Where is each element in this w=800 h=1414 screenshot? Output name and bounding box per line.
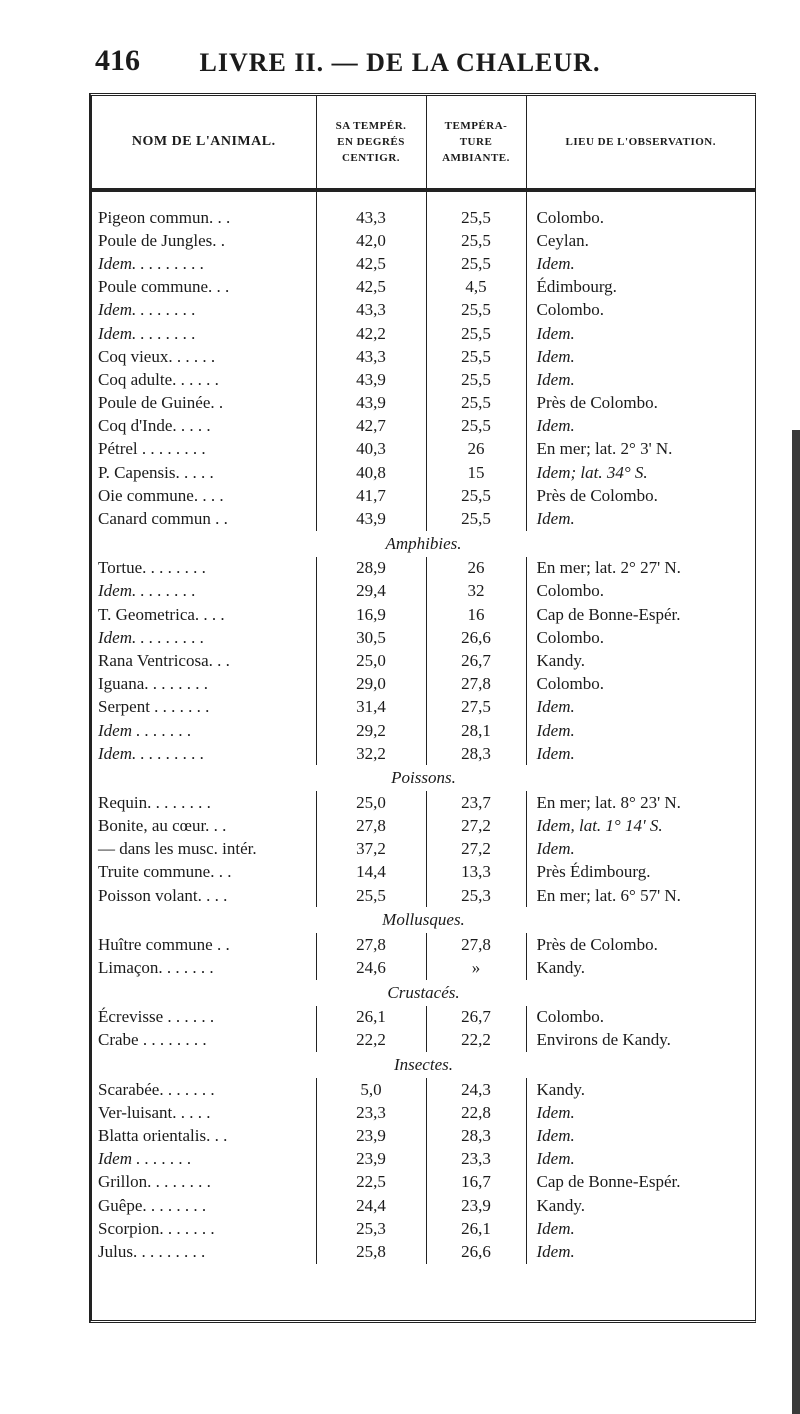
location-cell: Colombo. [526, 580, 755, 603]
temperature-cell: 25,3 [316, 1217, 426, 1240]
table-row [92, 884, 755, 907]
location-cell: Idem. [526, 696, 755, 719]
temperature-cell: 25,8 [316, 1240, 426, 1263]
col-header-ambient-line1: TEMPÉRA- [444, 120, 508, 132]
table-body [92, 190, 755, 1264]
location-cell: Idem. [526, 1124, 755, 1147]
animal-name-cell: Idem . . . . . . . [98, 1149, 192, 1169]
temperature-cell: 27,8 [316, 933, 426, 956]
table-row [92, 345, 755, 368]
table-row [92, 322, 755, 345]
temperature-cell: 43,9 [316, 507, 426, 530]
ambient-temperature-cell: 23,3 [426, 1148, 526, 1171]
location-cell: Idem. [526, 1148, 755, 1171]
table-row [92, 276, 755, 299]
table-row [92, 1240, 755, 1263]
temperature-cell: 43,9 [316, 392, 426, 415]
table-row [92, 649, 755, 672]
animal-name-cell: — dans les musc. intér. [98, 839, 257, 859]
col-header-temperature-line3: CENTIGR. [341, 152, 401, 164]
animal-name-cell: Truite commune. . . [98, 862, 232, 882]
table-row [92, 673, 755, 696]
ambient-temperature-cell: 27,5 [426, 696, 526, 719]
ambient-temperature-cell: 27,8 [426, 933, 526, 956]
ambient-temperature-cell: 26,1 [426, 1217, 526, 1240]
section-heading: Crustacés. [387, 982, 460, 1002]
location-cell: Idem. [526, 368, 755, 391]
temperature-cell: 42,0 [316, 229, 426, 252]
animal-name-cell: Coq d'Inde. . . . . [98, 416, 211, 436]
animal-name-cell: Idem. . . . . . . . [98, 323, 196, 343]
location-cell: En mer; lat. 6° 57' N. [526, 884, 755, 907]
location-cell: Ceylan. [526, 229, 755, 252]
table-row [92, 299, 755, 322]
temperature-cell: 24,6 [316, 956, 426, 979]
location-cell: Colombo. [526, 1006, 755, 1029]
section-heading-row [92, 531, 755, 557]
temperature-cell: 30,5 [316, 626, 426, 649]
location-cell: Colombo. [526, 299, 755, 322]
animal-name-cell: Idem. . . . . . . . [98, 581, 196, 601]
ambient-temperature-cell: 32 [426, 580, 526, 603]
location-cell: Idem. [526, 252, 755, 275]
location-cell: Kandy. [526, 956, 755, 979]
location-cell: En mer; lat. 2° 27' N. [526, 557, 755, 580]
table-row [92, 1006, 755, 1029]
ambient-temperature-cell: 25,5 [426, 206, 526, 229]
animal-name-cell: Oie commune. . . . [98, 485, 224, 505]
temperature-cell: 22,2 [316, 1029, 426, 1052]
animal-name-cell: Crabe . . . . . . . . [98, 1030, 207, 1050]
temperature-cell: 29,4 [316, 580, 426, 603]
ambient-temperature-cell: 25,5 [426, 322, 526, 345]
animal-name-cell: Iguana. . . . . . . . [98, 674, 209, 694]
table-row [92, 368, 755, 391]
animal-name-cell: Poule de Jungles. . [98, 230, 226, 250]
table-row [92, 557, 755, 580]
section-heading: Insectes. [393, 1055, 453, 1074]
section-heading: Amphibies. [385, 533, 462, 553]
col-header-temperature-line1: SA TEMPÉR. [335, 120, 407, 132]
animal-name-cell: Ver-luisant. . . . . [98, 1102, 211, 1122]
temperature-cell: 27,8 [316, 815, 426, 838]
animal-name-cell: Guêpe. . . . . . . . [98, 1195, 207, 1215]
animal-name-cell: Grillon. . . . . . . . [98, 1172, 211, 1192]
ambient-temperature-cell: 26,6 [426, 1240, 526, 1263]
temperature-cell: 22,5 [316, 1171, 426, 1194]
location-cell: Idem, lat. 1° 14' S. [526, 815, 755, 838]
temperature-cell: 25,0 [316, 791, 426, 814]
table-row [92, 438, 755, 461]
section-heading-row [92, 765, 755, 791]
table-row [92, 742, 755, 765]
temperature-cell: 43,3 [316, 299, 426, 322]
location-cell: Idem. [526, 1240, 755, 1263]
temperature-cell: 28,9 [316, 557, 426, 580]
table-row [92, 252, 755, 275]
ambient-temperature-cell: 4,5 [426, 276, 526, 299]
animal-name-cell: Poule commune. . . [98, 277, 230, 297]
ambient-temperature-cell: 23,9 [426, 1194, 526, 1217]
ambient-temperature-cell: 26 [426, 557, 526, 580]
animal-name-cell: P. Capensis. . . . . [98, 462, 214, 482]
col-header-animal-name [92, 96, 316, 190]
animal-name-cell: Rana Ventricosa. . . [98, 650, 230, 670]
table-row [92, 580, 755, 603]
temperature-cell: 41,7 [316, 484, 426, 507]
ambient-temperature-cell: 25,5 [426, 415, 526, 438]
location-cell: Près Édimbourg. [526, 861, 755, 884]
table-row [92, 507, 755, 530]
table-row [92, 791, 755, 814]
running-title: LIVRE II. — DE LA CHALEUR. [199, 48, 601, 77]
ambient-temperature-cell: 24,3 [426, 1078, 526, 1101]
animal-name-cell: Idem . . . . . . . [98, 720, 192, 740]
table-row [92, 206, 755, 229]
ambient-temperature-cell: 26,6 [426, 626, 526, 649]
ambient-temperature-cell: 27,2 [426, 815, 526, 838]
temperature-table [89, 93, 756, 1323]
temperature-cell: 40,3 [316, 438, 426, 461]
table-row [92, 1029, 755, 1052]
temperature-cell: 5,0 [316, 1078, 426, 1101]
animal-name-cell: Canard commun . . [98, 509, 228, 529]
location-cell: Idem. [526, 719, 755, 742]
col-header-location-line1: LIEU DE L'OBSERVATION. [565, 136, 716, 148]
col-header-location [526, 96, 755, 190]
location-cell: Colombo. [526, 626, 755, 649]
ambient-temperature-cell: 26,7 [426, 649, 526, 672]
table-row [92, 1171, 755, 1194]
page-edge-shadow [792, 430, 800, 1414]
animal-name-cell: Coq adulte. . . . . . [98, 369, 219, 389]
ambient-temperature-cell: 25,5 [426, 484, 526, 507]
table-row [92, 719, 755, 742]
table-row [92, 392, 755, 415]
section-heading-row [92, 907, 755, 933]
ambient-temperature-cell: 25,5 [426, 507, 526, 530]
section-heading: Mollusques. [382, 910, 465, 930]
temperature-cell: 29,2 [316, 719, 426, 742]
col-header-temperature [316, 96, 426, 190]
animal-name-cell: Pigeon commun. . . [98, 207, 231, 227]
table-row [92, 1217, 755, 1240]
temperature-cell: 25,5 [316, 884, 426, 907]
ambient-temperature-cell: 22,2 [426, 1029, 526, 1052]
temperature-cell: 42,5 [316, 252, 426, 275]
table-row [92, 1078, 755, 1101]
table-row [92, 626, 755, 649]
ambient-temperature-cell: 13,3 [426, 861, 526, 884]
location-cell: Kandy. [526, 1078, 755, 1101]
ambient-temperature-cell: 26 [426, 438, 526, 461]
location-cell: Idem. [526, 507, 755, 530]
col-header-ambient-line3: AMBIANTE. [442, 152, 510, 164]
temperature-cell: 43,3 [316, 206, 426, 229]
table-row [92, 838, 755, 861]
ambient-temperature-cell: 25,5 [426, 345, 526, 368]
animal-name-cell: Requin. . . . . . . . [98, 792, 211, 812]
page-number: 416 [95, 44, 140, 77]
location-cell: Kandy. [526, 1194, 755, 1217]
temperature-cell: 42,7 [316, 415, 426, 438]
section-heading-row [92, 980, 755, 1006]
location-cell: Environs de Kandy. [526, 1029, 755, 1052]
table-header-row [92, 96, 755, 190]
location-cell: Cap de Bonne-Espér. [526, 603, 755, 626]
table-spacer-row [92, 190, 755, 206]
location-cell: Idem. [526, 345, 755, 368]
col-header-animal-name-line1: NOM DE L'ANIMAL. [131, 134, 276, 149]
temperature-cell: 43,9 [316, 368, 426, 391]
location-cell: En mer; lat. 8° 23' N. [526, 791, 755, 814]
table-row [92, 1124, 755, 1147]
table-row [92, 461, 755, 484]
location-cell: Colombo. [526, 673, 755, 696]
temperature-cell: 14,4 [316, 861, 426, 884]
animal-name-cell: Julus. . . . . . . . . [98, 1241, 206, 1261]
temperature-cell: 23,3 [316, 1101, 426, 1124]
animal-name-cell: Bonite, au cœur. . . [98, 816, 227, 836]
location-cell: Près de Colombo. [526, 933, 755, 956]
col-header-temperature-line2: EN DEGRÉS [337, 136, 405, 148]
animal-name-cell: Blatta orientalis. . . [98, 1125, 228, 1145]
col-header-ambient [426, 96, 526, 190]
temperature-cell: 42,5 [316, 276, 426, 299]
table-row [92, 1101, 755, 1124]
animal-name-cell: Écrevisse . . . . . . [98, 1007, 215, 1027]
ambient-temperature-cell: 22,8 [426, 1101, 526, 1124]
temperature-cell: 25,0 [316, 649, 426, 672]
ambient-temperature-cell: 27,2 [426, 838, 526, 861]
table-row [92, 1148, 755, 1171]
table-row [92, 956, 755, 979]
ambient-temperature-cell: 16,7 [426, 1171, 526, 1194]
animal-name-cell: Idem. . . . . . . . . [98, 627, 205, 647]
ambient-temperature-cell: 16 [426, 603, 526, 626]
ambient-temperature-cell: 28,3 [426, 1124, 526, 1147]
temperature-cell: 24,4 [316, 1194, 426, 1217]
location-cell: Idem. [526, 415, 755, 438]
location-cell: Cap de Bonne-Espér. [526, 1171, 755, 1194]
ambient-temperature-cell: 25,5 [426, 252, 526, 275]
temperature-cell: 29,0 [316, 673, 426, 696]
animal-name-cell: Idem. . . . . . . . . [98, 743, 205, 763]
location-cell: Idem; lat. 34° S. [526, 461, 755, 484]
ambient-temperature-cell: » [426, 956, 526, 979]
table-row [92, 415, 755, 438]
animal-name-cell: Tortue. . . . . . . . [98, 558, 206, 578]
location-cell: Idem. [526, 322, 755, 345]
ambient-temperature-cell: 28,3 [426, 742, 526, 765]
table-row [92, 484, 755, 507]
temperature-cell: 26,1 [316, 1006, 426, 1029]
ambient-temperature-cell: 23,7 [426, 791, 526, 814]
location-cell: Édimbourg. [526, 276, 755, 299]
animal-name-cell: Scorpion. . . . . . . [98, 1218, 215, 1238]
animal-name-cell: Poule de Guinée. . [98, 393, 224, 413]
location-cell: Idem. [526, 838, 755, 861]
location-cell: Près de Colombo. [526, 484, 755, 507]
location-cell: Idem. [526, 742, 755, 765]
col-header-ambient-line2: TURE [459, 136, 493, 148]
animal-name-cell: Coq vieux. . . . . . [98, 346, 216, 366]
temperature-cell: 23,9 [316, 1124, 426, 1147]
animal-name-cell: Idem. . . . . . . . [98, 300, 196, 320]
table-row [92, 933, 755, 956]
animal-name-cell: Pétrel . . . . . . . . [98, 439, 206, 459]
animal-name-cell: Scarabée. . . . . . . [98, 1079, 215, 1099]
ambient-temperature-cell: 25,5 [426, 299, 526, 322]
ambient-temperature-cell: 25,5 [426, 392, 526, 415]
ambient-temperature-cell: 25,5 [426, 368, 526, 391]
table-row [92, 603, 755, 626]
ambient-temperature-cell: 27,8 [426, 673, 526, 696]
ambient-temperature-cell: 25,5 [426, 229, 526, 252]
temperature-cell: 40,8 [316, 461, 426, 484]
location-cell: Kandy. [526, 649, 755, 672]
table-row [92, 815, 755, 838]
ambient-temperature-cell: 26,7 [426, 1006, 526, 1029]
temperature-cell: 31,4 [316, 696, 426, 719]
temperature-cell: 23,9 [316, 1148, 426, 1171]
table-row [92, 1194, 755, 1217]
animal-name-cell: Poisson volant. . . . [98, 885, 228, 905]
ambient-temperature-cell: 25,3 [426, 884, 526, 907]
section-heading: Poissons. [391, 768, 456, 788]
temperature-cell: 16,9 [316, 603, 426, 626]
temperature-cell: 32,2 [316, 742, 426, 765]
table-row [92, 229, 755, 252]
temperature-cell: 37,2 [316, 838, 426, 861]
page-header [0, 0, 800, 80]
table-row [92, 861, 755, 884]
animal-name-cell: Huître commune . . [98, 934, 230, 954]
animal-name-cell: Idem. . . . . . . . . [98, 253, 205, 273]
animal-name-cell: Serpent . . . . . . . [98, 697, 210, 717]
ambient-temperature-cell: 28,1 [426, 719, 526, 742]
table-row [92, 696, 755, 719]
location-cell: En mer; lat. 2° 3' N. [526, 438, 755, 461]
location-cell: Idem. [526, 1101, 755, 1124]
animal-name-cell: Limaçon. . . . . . . [98, 958, 214, 978]
animal-name-cell: T. Geometrica. . . . [98, 604, 225, 624]
temperature-cell: 42,2 [316, 322, 426, 345]
temperature-cell: 43,3 [316, 345, 426, 368]
location-cell: Idem. [526, 1217, 755, 1240]
section-heading-row [92, 1052, 755, 1078]
location-cell: Colombo. [526, 206, 755, 229]
location-cell: Près de Colombo. [526, 392, 755, 415]
ambient-temperature-cell: 15 [426, 461, 526, 484]
